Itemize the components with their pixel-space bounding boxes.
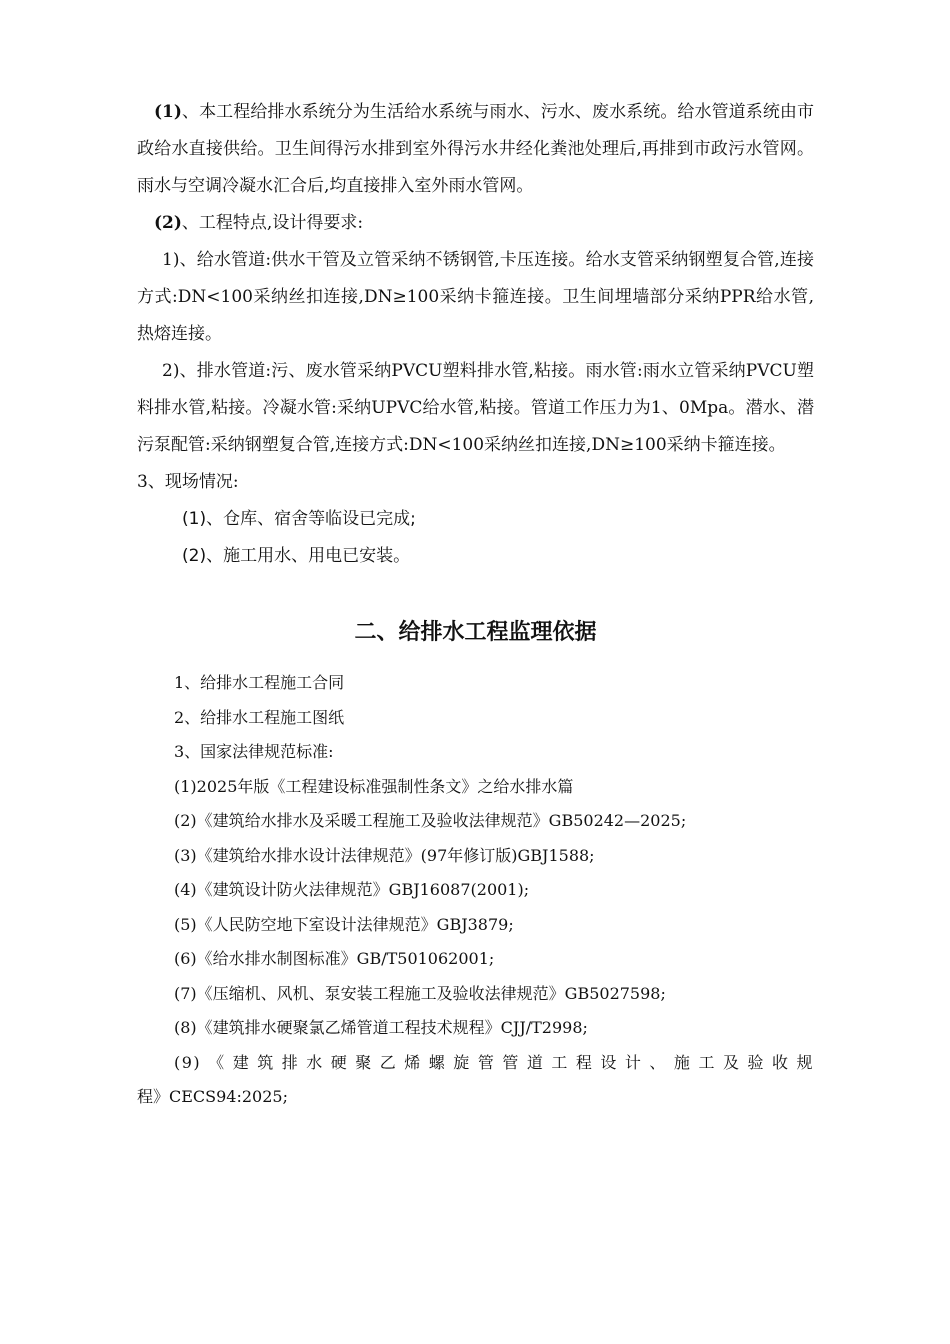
section-heading: 二、给排水工程监理依据 — [354, 620, 597, 645]
standard-item-line2: 程》CECS94:2025; — [137, 1087, 288, 1106]
standard-item: (2)《建筑给水排水及采暖工程施工及验收法律规范》GB50242—2025; — [174, 811, 687, 830]
standard-item: (5)《人民防空地下室设计法律规范》GBJ3879; — [174, 914, 514, 934]
site-conditions-title: 3、现场情况: — [137, 472, 239, 492]
standard-item-line1: (9)《建筑排水硬聚乙烯螺旋管管道工程设计、施工及验收规 — [174, 1052, 814, 1072]
standard-item: (1)2025年版《工程建设标准强制性条文》之给水排水篇 — [174, 776, 574, 796]
paragraph-text: 、本工程给排水系统分为生活给水系统与雨水、污水、废水系统。给水管道系统由市政给水直接供给。卫生间得污水排到室外得污水井经化粪池处理后,再排到市政污水管网。雨水与空调冷凝水汇合后,均直接排入室外雨水管网。 — [137, 102, 814, 196]
paragraph-design-requirements — [137, 205, 814, 242]
basis-item: 1、给排水工程施工合同 — [174, 673, 345, 692]
standard-item: (4)《建筑设计防火法律规范》GBJ16087(2001); — [174, 880, 530, 899]
paragraph-number: (2) — [154, 213, 182, 233]
paragraph-drainage-pipes: 2)、排水管道:污、废水管采纳PVCU塑料排水管,粘接。雨水管:雨水立管采纳PVCU塑料排水管,粘接。冷凝水管:采纳UPVC给水管,粘接。管道工作压力为1、0Mpa。潜水、潜污泵配管:采纳钢塑复合管,连接方式:DN<100采纳丝扣连接,DN≥100采纳卡箍连接。 — [137, 361, 814, 455]
standard-item: (6)《给水排水制图标准》GB/T501062001; — [174, 949, 495, 968]
standard-item: (8)《建筑排水硬聚氯乙烯管道工程技术规程》CJJ/T2998; — [174, 1018, 588, 1037]
paragraph-water-supply-pipes: 1)、给水管道:供水干管及立管采纳不锈钢管,卡压连接。给水支管采纳钢塑复合管,连接方式:DN<100采纳丝扣连接,DN≥100采纳卡箍连接。卫生间埋墙部分采纳PPR给水管,热熔连接。 — [137, 250, 814, 344]
paragraph-text: 、工程特点,设计得要求: — [181, 213, 364, 233]
site-condition-item: (1)、仓库、宿舍等临设已完成; — [182, 509, 416, 529]
paragraph-number: (1) — [154, 102, 182, 122]
section-engineering-overview — [137, 94, 814, 575]
basis-item: 2、给排水工程施工图纸 — [174, 707, 345, 727]
section-supervision-basis — [137, 666, 814, 1115]
paragraph-system-description — [137, 94, 814, 205]
standard-item: (3)《建筑给水排水设计法律规范》(97年修订版)GBJ1588; — [174, 845, 595, 865]
site-condition-item: (2)、施工用水、用电已安装。 — [182, 546, 411, 566]
basis-item: 3、国家法律规范标准: — [174, 742, 334, 761]
standard-item: (7)《压缩机、风机、泵安装工程施工及验收法律规范》GB5027598; — [174, 983, 666, 1003]
